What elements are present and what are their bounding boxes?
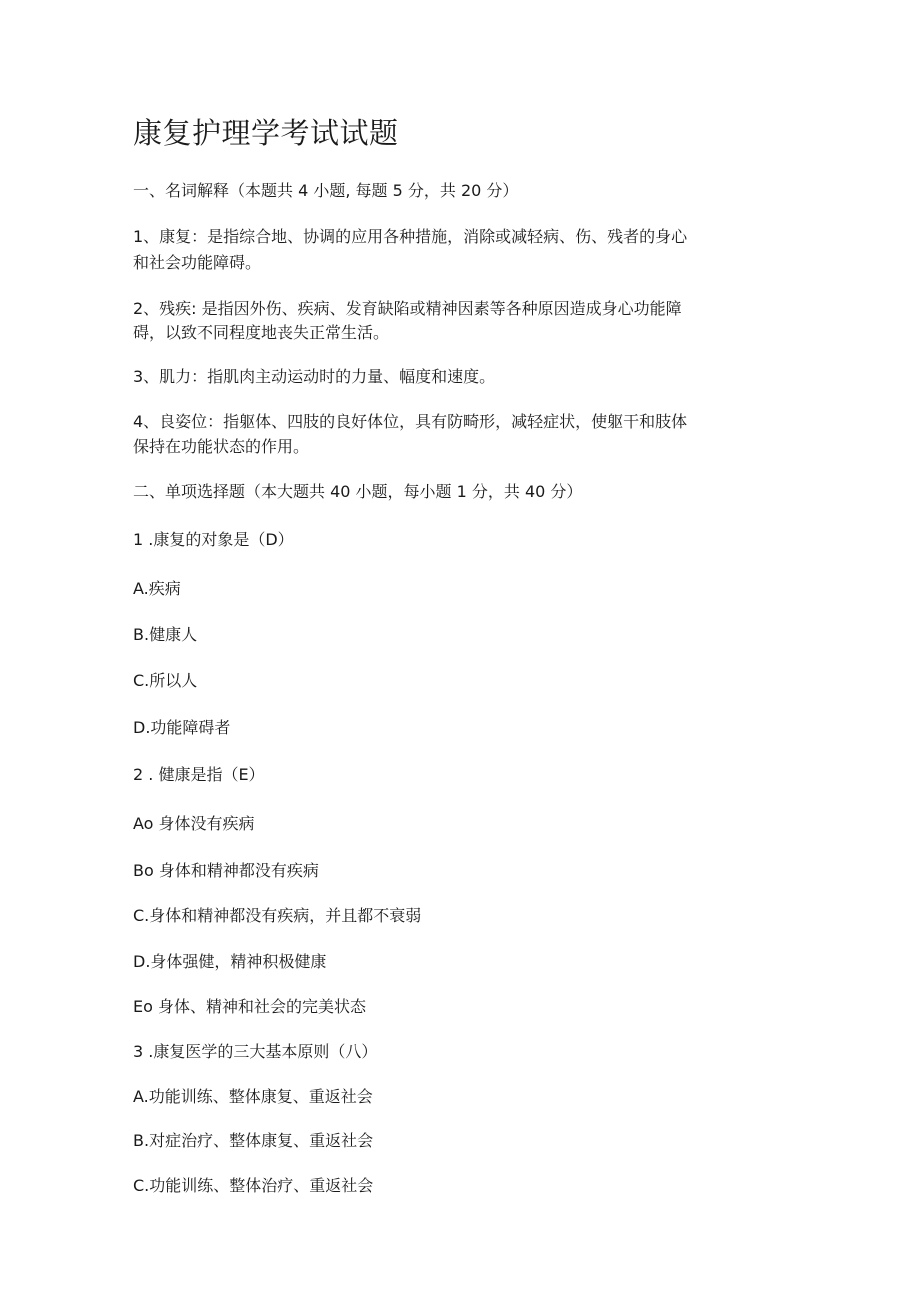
section-1-heading: 一、名词解释（本题共 4 小题, 每题 5 分，共 20 分） [133,181,519,200]
question-2-stem: 2 . 健康是指（E） [133,765,265,784]
definition-3: 3、肌力：指肌肉主动运动时的力量、幅度和速度。 [133,367,496,386]
definition-1-line-1: 1、康复：是指综合地、协调的应用各种措施，消除或减轻病、伤、残者的身心 [133,227,688,246]
question-2-option-d: D.身体强健，精神积极健康 [133,952,327,971]
definition-2-line-1: 2、残疾: 是指因外伤、疾病、发育缺陷或精神因素等各种原因造成身心功能障 [133,299,682,318]
question-1-option-c: C.所以人 [133,671,198,690]
question-3-option-c: C.功能训练、整体治疗、重返社会 [133,1176,374,1195]
question-2-option-b: Bo 身体和精神都没有疾病 [133,861,319,880]
question-2-option-c: C.身体和精神都没有疾病，并且都不衰弱 [133,906,422,925]
question-3-stem: 3 .康复医学的三大基本原则（八） [133,1042,378,1061]
question-1-stem: 1 .康复的对象是（D） [133,530,294,549]
question-1-option-a: A.疾病 [133,579,181,598]
question-3-option-b: B.对症治疗、整体康复、重返社会 [133,1131,374,1150]
question-2-option-e: Eo 身体、精神和社会的完美状态 [133,997,366,1016]
question-1-option-b: B.健康人 [133,625,198,644]
definition-1-line-2: 和社会功能障碍。 [133,253,262,272]
definition-4-line-1: 4、良姿位：指躯体、四肢的良好体位，具有防畸形，减轻症状，使躯干和肢体 [133,412,688,431]
definition-4-line-2: 保持在功能状态的作用。 [133,437,310,456]
section-2-heading: 二、单项选择题（本大题共 40 小题，每小题 1 分，共 40 分） [133,482,583,501]
question-2-option-a: Ao 身体没有疾病 [133,814,255,833]
document-title: 康复护理学考试试题 [133,116,399,150]
definition-2-line-2: 碍，以致不同程度地丧失正常生活。 [133,323,390,342]
question-3-option-a: A.功能训练、整体康复、重返社会 [133,1087,373,1106]
question-1-option-d: D.功能障碍者 [133,718,231,737]
